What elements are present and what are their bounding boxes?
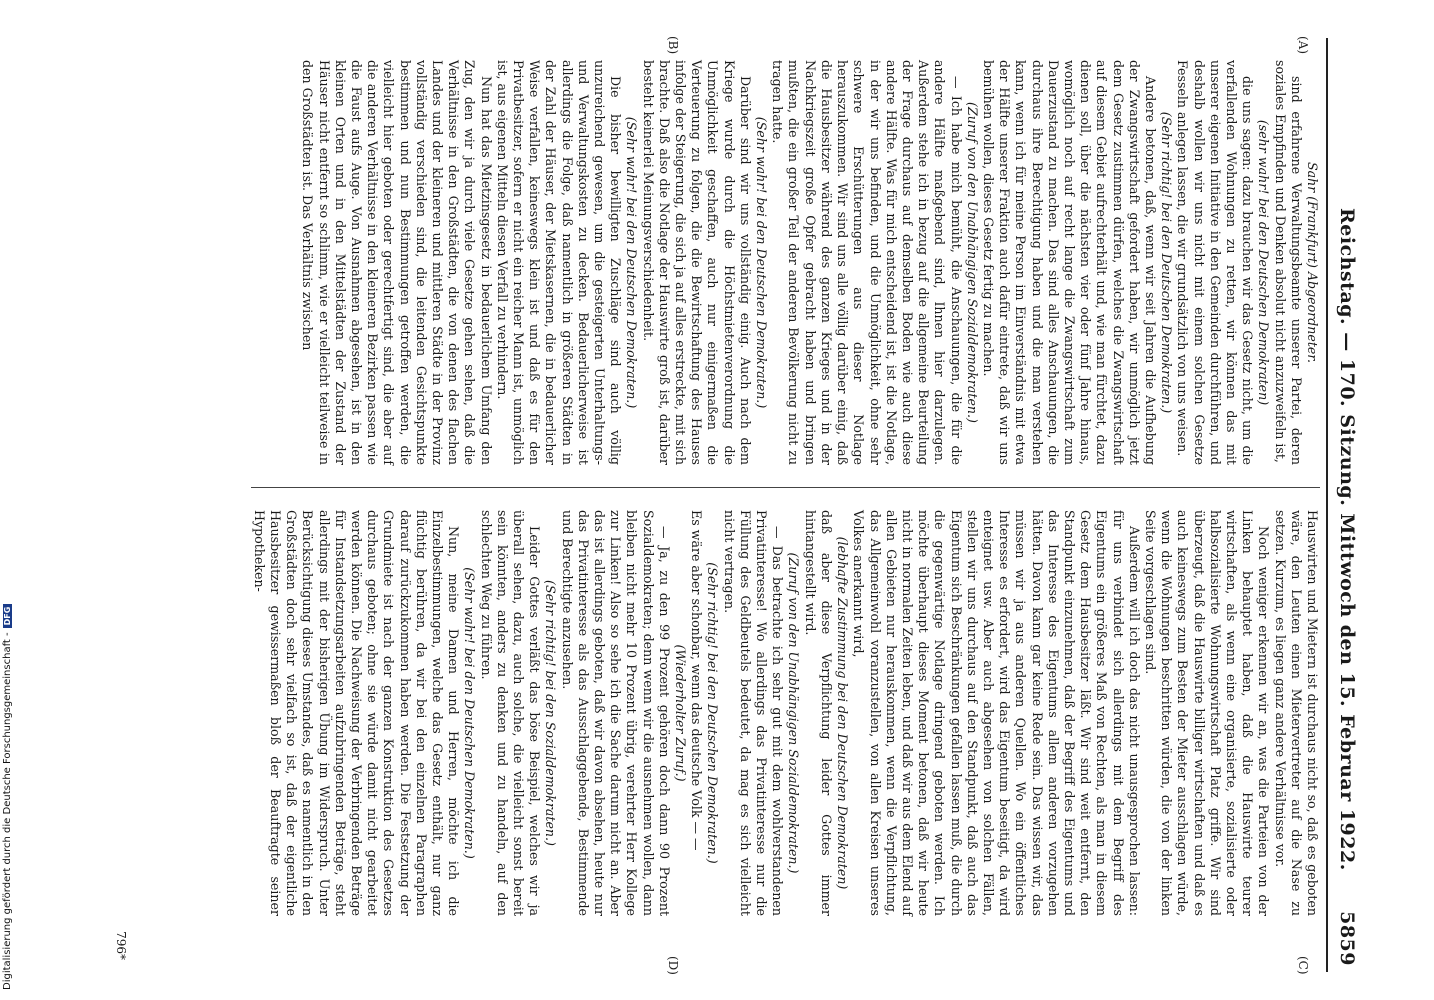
paragraph: Noch weniger erkennen wir an, was die Parteien von der Linken behauptet haben, daß die Hauswirte teurer wirtschaften, als wenn eine organisierte, sozialisierte oder halbsozialisierte Wohnungswirtschaft Platz griffe. Wir sind überzeugt, daß die Hauswirte billiger wirtschaften und daß es auch keineswegs zum Besten der Mieter ausschlagen würde, wenn die Wohnungen beschritten würden, die von der linken Seite vorgeschlagen sind. <box>1142 510 1272 916</box>
interjection: (Sehr wahr! bei den Deutschen Demokraten.) <box>462 567 478 859</box>
interjection: (Sehr richtig! bei den Deutschen Demokraten.) <box>705 562 721 864</box>
paragraph: Andere betonen, daß, wenn wir seit Jahren die Aufhebung der Zwangswirtschaft gefordert haben, wir unmöglich jetzt dem Gesetz zustimmen dürfen, welches die Zwangswirtschaft auf diesem Gebiet aufrechterhält und, wie man fürchtet, dazu dienen soll, über die nächsten vier oder fünf Jahre hinaus, womöglich noch auf recht lange die Zwangswirtschaft zum Dauerzustand zu machen. Das sind alles Anschauungen, die durchaus ihre Berechtigung haben und die man verstehen kann, wenn ich für meine Person im Einverständnis mit etwa der Hälfte unserer Fraktion auch dafür eintrete, daß wir uns bemühen wollen, dieses Gesetz fertig zu machen. <box>980 60 1158 465</box>
interjection: (Zuruf von den Unabhängigen Sozialdemokraten.) <box>786 552 802 874</box>
page-header <box>1326 38 1362 972</box>
interjection: (Sehr richtig! bei den Deutschen Demokraten.) <box>1159 111 1175 414</box>
page-number: 5859 <box>1336 911 1358 966</box>
interjection: (sehr wahr! bei den Deutschen Demokraten) <box>1256 119 1272 406</box>
margin-mark-b: (B) <box>666 36 680 55</box>
paragraph: — Ich habe mich bemüht, die Anschauungen, die für die andere Hälfte maßgebend sind, Ihnen hier darzulegen. Außerdem stehe ich in bezug auf die allgemeine Beurteilung der Frage durchaus auf demselben Boden wie auch diese andere Hälfte. Was für mich entscheidend ist, ist die Notlage, in der wir uns befinden, und die Unmöglichkeit, ohne sehr schwere Erschütterungen aus dieser Notlage herauszukommen. Wir sind uns alle völlig darüber einig, daß die Hausbesitzer während des ganzen Krieges und in der Nachkriegszeit große Opfer gebracht haben und bringen mußten, die ein großer Teil der anderen Bevölkerung nicht zu tragen hatte. <box>770 60 964 465</box>
newspaper-page <box>100 0 1400 1000</box>
paragraph: — Das betrachte ich sehr gut mit dem wohlverstandenen Privatinteresse! Wo allerdings das Privatinteresse nur die Füllung des Geldbeutels bedeutet, da mag es sich vielleicht nicht vertragen. <box>721 510 786 916</box>
margin-mark-c: (C) <box>1296 956 1310 975</box>
paragraph: Leider Gottes verläßt das böse Beispiel, welches wir ja überall sehen, dazu, auch solche, die vielleicht sonst bereit sein könnten, anders zu denken und zu handeln, auf den schlechten Weg zu führen. <box>478 510 543 916</box>
digitization-credit <box>2 0 16 1000</box>
right-column <box>251 488 1320 938</box>
interjection: (Wiederholter Zuruf.) <box>673 644 689 782</box>
paragraph: Die bisher bewilligten Zuschläge sind auch völlig unzureichend gewesen, um die gesteigerten Unterhaltungs- und Verwaltungskosten zu decken. Bedauerlicherweise ist allerdings die Folge, daß namentlich in größeren Städten in der Zahl der Häuser, der Mietskasernen, die in bedauerlicher Weise verfallen, keineswegs klein ist und daß es für den Privatbesitzer, sofern er nicht ein reicher Mann ist, unmöglich ist, aus eigenen Mitteln diesen Verfall zu verhindern. <box>494 60 624 465</box>
paragraph: daß aber diese Verpflichtung leider Gottes immer hintangestellt wird. <box>802 510 834 916</box>
interjection: (lebhafte Zustimmung bei den Deutschen Demokraten) <box>835 536 851 890</box>
paragraph: — Ja, zu den 99 Prozent gehören doch dann 90 Prozent Sozialdemokraten; denn wenn wir die ausnehmen wollen, dann bleiben nicht mehr 10 Prozent übrig, verehrter Herr Kollege zur Linken! Also so sehe ich die Sache darum nicht an. Aber das ist allerdings geboten, daß wir davon absehen, heute nur das Privatinteresse als das Ausschlaggebende, Bestimmende und Berechtigte anzusehen. <box>559 510 672 916</box>
paragraph: Darüber sind wir uns vollständig einig. Auch nach dem Kriege wurde durch die Höchstmietenverordnung die Unmöglichkeit geschaffen, auch nur einigermaßen die Verteuerung zu folgen, die die Bewirtschaftung des Hauses infolge der Steigerung, die sich ja auf alles erstreckte, mit sich brachte. Daß also die Notlage der Hauswirte groß ist, darüber besteht keinerlei Meinungsverschiedenheit. <box>640 60 753 465</box>
speaker-line: Sahr (Frankfurt) Abgeordneter. <box>1305 161 1320 363</box>
interjection: (Sehr wahr! bei den Deutschen Demokraten.) <box>754 116 770 409</box>
margin-mark-d: (D) <box>666 956 680 975</box>
paragraph: die uns sagen: dazu brauchen wir das Gesetz nicht, um die verfallenden Wohnungen zu retten, wir können das mit unserer eigenen Initiative in den Gemeinden durchführen, und deshalb wollen wir uns nicht mit einem solchen Gesetze Fesseln anlegen lassen, die wir grundsätzlich von uns weisen. <box>1175 60 1256 465</box>
dfg-logo-icon: DFG <box>3 604 12 629</box>
interjection: (Sehr wahr! bei den Deutschen Demokraten.) <box>624 116 640 409</box>
footer-number: 796* <box>114 931 128 960</box>
margin-mark-a: (A) <box>1296 36 1310 55</box>
left-column <box>251 38 1320 488</box>
paragraph: Hauswirten und Mietern ist durchaus nicht so, daß es geboten wäre, den Leuten einen Mietervertreter auf die Nase zu setzen. Kurzum, es liegen ganz andere Verhältnisse vor. <box>1272 510 1320 916</box>
paragraph: Nun hat das Mietzinsgesetz in bedauerlichem Umfang den Zug, den wir ja durch viele Gesetze gehen sehen, daß die Verhältnisse in den Großstädten, die von denen des flachen Landes und der kleineren und mittleren Städte in der Provinz vollständig verschieden sind, die leitenden Gesichtspunkte bestimmen und nun Bestimmungen getroffen werden, die vielleicht hier geboten oder gerechtfertigt sind, die aber auf die anderen Verhältnisse in den kleineren Bezirken passen wie die Faust aufs Auge. Von Ausnahmen abgesehen, ist in den kleinen Orten und in den Mittelstädten der Zustand der Häuser nicht entfernt so schlimm, wie er vielleicht teilweise in den Großstädten ist. Das Verhältnis zwischen <box>300 60 494 465</box>
paragraph: sind erfahrene Verwaltungsbeamte unserer Partei, deren soziales Empfinden und Denken absolut nicht anzuzweifeln ist, <box>1272 60 1304 465</box>
paragraph: Außerdem will ich doch das nicht unausgesprochen lassen: für uns verbindet sich allerdings mit dem Begriff des Eigentums ein größeres Maß von Rechten, als man in diesem Gesetz dem Hausbesitzer läßt. Wir sind weit entfernt, den Standpunkt einzunehmen, daß der Begriff des Eigentums und das Interesse des Eigentums allem anderen vorzugehen hätten. Davon kann gar keine Rede sein. Das wissen wir, das müssen wir ja aus anderen Quellen. Wo ein öffentliches Interesse es erfordert, wird das Eigentum beseitigt, da wird enteignet usw. Aber auch abgesehen von solchen Fällen, stellen wir uns durchaus auf den Standpunkt, daß auch das Eigentum sich Beschränkungen gefallen lassen muß, die durch die gegenwärtige Notlage dringend geboten werden. Ich möchte überhaupt dieses Moment betonen, daß wir heute nicht in normalen Zeiten leben, und daß wir aus dem Elend auf allen Gebieten nur herauskommen, wenn die Verpflichtung, das Allgemeinwohl voranzustellen, von allen Kreisen unseres Volkes anerkannt wird, <box>851 510 1142 916</box>
paragraph: Es wäre aber schonbar, wenn das deutsche Volk — — <box>689 510 705 851</box>
interjection: (Sehr richtig! bei den Sozialdemokraten.) <box>543 580 559 846</box>
interjection: (Zuruf von den Unabhängigen Sozialdemokraten.) <box>964 102 980 423</box>
page-title: Reichstag. — 170. Sitzung. Mittwoch den 15. Februar 1922. <box>1336 208 1358 871</box>
credit-text: Digitalisierung gefördert durch die Deutsche Forschungsgemeinschaft - <box>2 632 13 990</box>
text-columns <box>251 36 1320 975</box>
paragraph: Nun, meine Damen und Herren, möchte ich die Einzelbestimmungen, welche das Gesetz enthält, nur ganz flüchtig berühren, da wir bei den einzelnen Paragraphen darauf zurückzukommen haben werden. Die Festsetzung der Grundmiete ist nach der ganzen Konstruktion des Gesetzes durchaus geboten; ohne sie würde damit nicht gearbeitet werden können. Die Nachweisung der Verbringenden Beträge für Instandsetzungsarbeiten aufzubringenden Beträge, steht allerdings mit der bisherigen Übung im Widerspruch. Unter Berücksichtigung dieses Umstandes, daß es namentlich in den Großstädten doch sehr vielfach so ist, daß der eigentliche Hausbesitzer gewissermaßen bloß der Beauftragte seiner Hypotheken- <box>251 510 462 916</box>
